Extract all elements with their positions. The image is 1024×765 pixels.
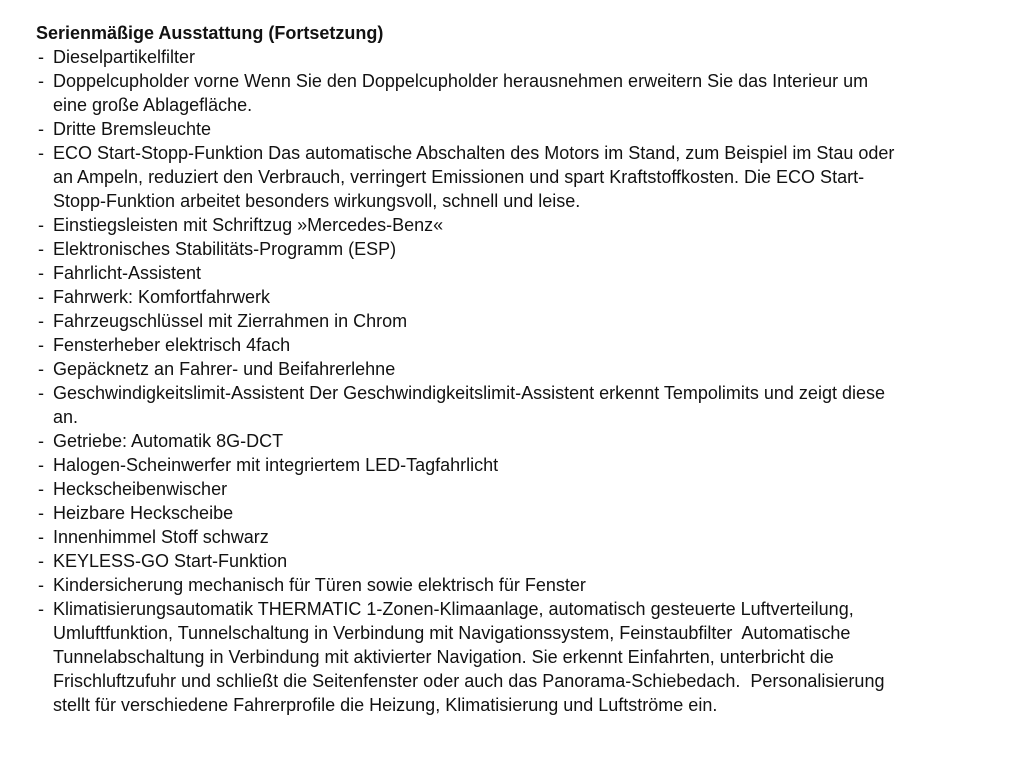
list-item-text: Fensterheber elektrisch 4fach — [53, 335, 291, 355]
bullet-marker: - — [38, 119, 44, 139]
list-item-text: Klimatisierungsautomatik THERMATIC 1-Zonen-Klimaanlage, automatisch gesteuerte Luftverteilung, Umluftfunktion, Tunnelschaltung in Verbindung mit Navigationssystem, Feinstaubfilter Automatische Tunnelabschaltung in Verbindung mit aktivierter Navigation. Sie erkennt Einfahrten, unterbricht die Frischluftzufuhr und schließt die Seitenfenster oder auch das Panorama-Schiebedach. Personalisierung stellt für verschiedene Fahrerprofile die Heizung, Klimatisierung und Luftströme ein. — [53, 599, 890, 715]
list-item-text: Heckscheibenwischer — [53, 479, 228, 499]
list-item-text: Dritte Bremsleuchte — [53, 119, 212, 139]
bullet-marker: - — [38, 383, 44, 403]
bullet-marker: - — [38, 479, 44, 499]
bullet-marker: - — [38, 527, 44, 547]
list-item — [38, 525, 906, 549]
bullet-marker: - — [38, 47, 44, 67]
list-item-text: Fahrzeugschlüssel mit Zierrahmen in Chrom — [53, 311, 408, 331]
list-item-text: KEYLESS-GO Start-Funktion — [53, 551, 288, 571]
page-title: Serienmäßige Ausstattung (Fortsetzung) — [36, 23, 384, 43]
list-item — [38, 357, 906, 381]
list-item-text: Halogen-Scheinwerfer mit integriertem LED-Tagfahrlicht — [53, 455, 499, 475]
list-item — [38, 45, 906, 69]
bullet-marker: - — [38, 431, 44, 451]
list-item — [38, 333, 906, 357]
list-item — [38, 117, 906, 141]
list-item — [38, 381, 906, 429]
list-item — [38, 549, 906, 573]
list-item — [38, 69, 906, 117]
bullet-marker: - — [38, 503, 44, 523]
bullet-marker: - — [38, 143, 44, 163]
list-item — [38, 309, 906, 333]
bullet-marker: - — [38, 551, 44, 571]
bullet-marker: - — [38, 455, 44, 475]
list-item — [38, 285, 906, 309]
list-item-text: Fahrlicht-Assistent — [53, 263, 202, 283]
bullet-marker: - — [38, 215, 44, 235]
bullet-marker: - — [38, 263, 44, 283]
list-item — [38, 597, 906, 717]
list-item — [38, 573, 906, 597]
list-item-text: Elektronisches Stabilitäts-Programm (ESP) — [53, 239, 397, 259]
list-item — [38, 141, 906, 213]
list-item-text: Doppelcupholder vorne Wenn Sie den Doppelcupholder herausnehmen erweitern Sie das Interieur um eine große Ablagefläche. — [53, 71, 874, 115]
equipment-list — [36, 45, 1024, 717]
list-item-text: Innenhimmel Stoff schwarz — [53, 527, 269, 547]
list-item — [38, 429, 906, 453]
bullet-marker: - — [38, 239, 44, 259]
bullet-marker: - — [38, 335, 44, 355]
list-item-text: Geschwindigkeitslimit-Assistent Der Geschwindigkeitslimit-Assistent erkennt Tempolimits und zeigt diese an. — [53, 383, 890, 427]
list-item — [38, 237, 906, 261]
bullet-marker: - — [38, 71, 44, 91]
list-item-text: Gepäcknetz an Fahrer- und Beifahrerlehne — [53, 359, 396, 379]
list-item — [38, 477, 906, 501]
list-item-text: Kindersicherung mechanisch für Türen sowie elektrisch für Fenster — [53, 575, 586, 595]
list-item-text: Getriebe: Automatik 8G-DCT — [53, 431, 284, 451]
list-item — [38, 261, 906, 285]
bullet-marker: - — [38, 575, 44, 595]
bullet-marker: - — [38, 287, 44, 307]
bullet-marker: - — [38, 311, 44, 331]
list-item — [38, 453, 906, 477]
list-item-text: Dieselpartikelfilter — [53, 47, 196, 67]
list-item — [38, 213, 906, 237]
list-item-text: Fahrwerk: Komfortfahrwerk — [53, 287, 271, 307]
list-item — [38, 501, 906, 525]
list-item-text: Einstiegsleisten mit Schriftzug »Mercedes-Benz« — [53, 215, 444, 235]
bullet-marker: - — [38, 599, 44, 619]
list-item-text: ECO Start-Stopp-Funktion Das automatische Abschalten des Motors im Stand, zum Beispiel im Stau oder an Ampeln, reduziert den Verbrauch, verringert Emissionen und spart Kraftstoffkosten. Die ECO Start-Stopp-Funktion arbeitet besonders wirkungsvoll, schnell und leise. — [53, 143, 900, 211]
list-item-text: Heizbare Heckscheibe — [53, 503, 234, 523]
bullet-marker: - — [38, 359, 44, 379]
